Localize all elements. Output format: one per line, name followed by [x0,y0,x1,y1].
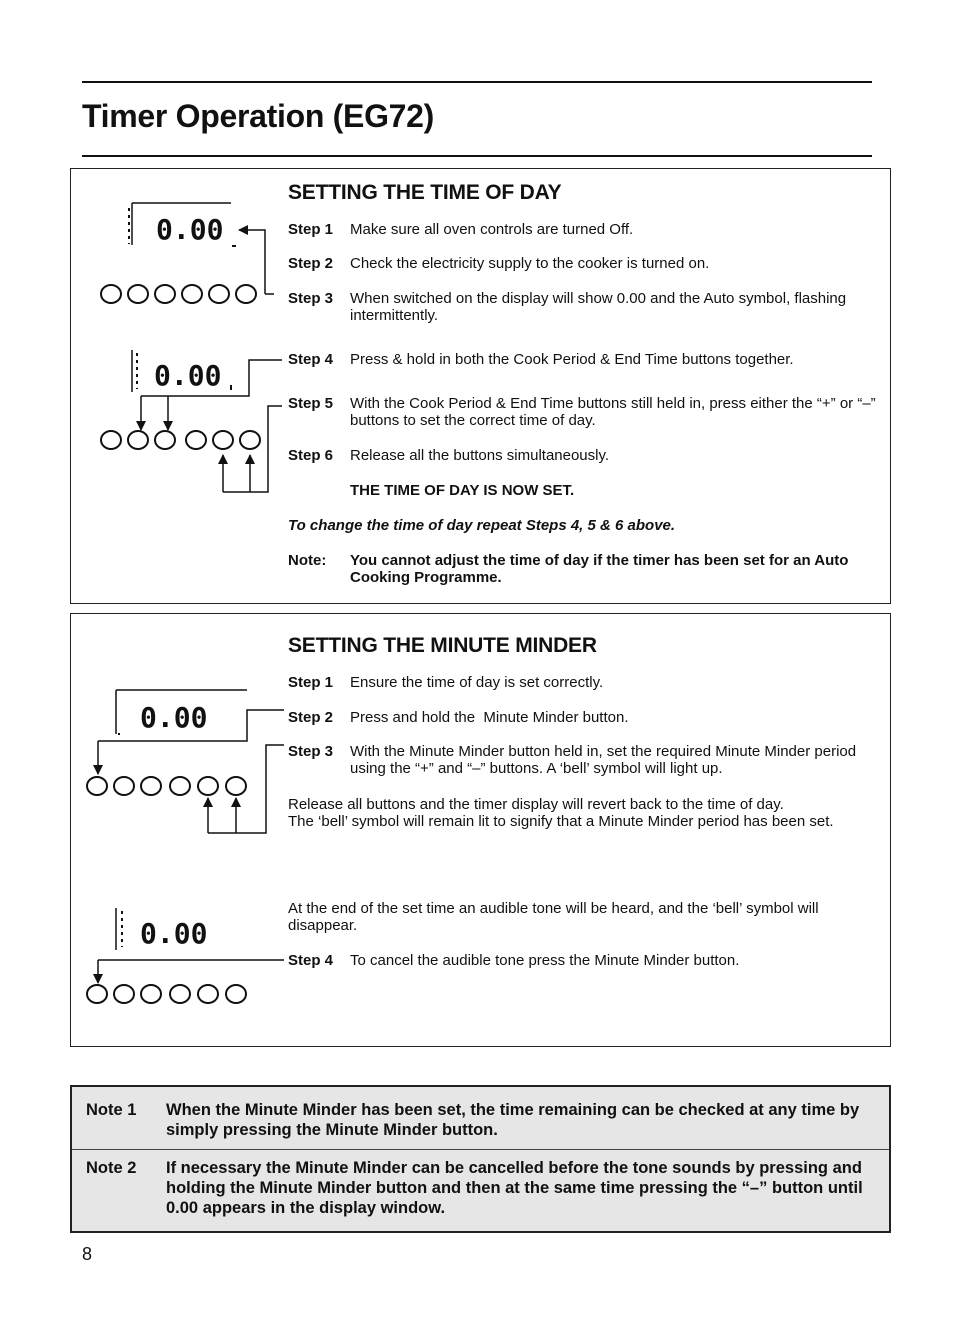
minute-minder-heading: SETTING THE MINUTE MINDER [288,634,597,657]
display-readout: 0.00 [140,917,208,950]
timer-buttons [101,431,260,449]
step-text: With the Minute Minder button held in, set the required Minute Minder period using the “+” and “–” buttons. A ‘bell’ symbol will light up. [350,743,857,777]
tod-note [288,552,883,586]
note-text: If necessary the Minute Minder can be cancelled before the tone sounds by pressing and holding the Minute Minder button and then at the same time pressing the “–” button until 0.00 appears in the display window. [166,1159,863,1217]
note-text: You cannot adjust the time of day if the timer has been set for an Auto Cooking Programme. [350,552,849,586]
tod-change-hint: To change the time of day repeat Steps 4, 5 & 6 above. [288,517,676,534]
step-label: Step 1 [288,674,334,691]
step-text: Release all the buttons simultaneously. [350,447,610,464]
timer-diagram-cancel-tone [82,903,287,1008]
step-text: Check the electricity supply to the cooker is turned on. [350,255,710,272]
mm-step-3 [288,743,883,777]
mm-bell-text: The ‘bell’ symbol will remain lit to signify that a Minute Minder period has been set. [288,813,834,830]
mm-end-text: At the end of the set time an audible tone will be heard, and the ‘bell’ symbol will disappear. [288,900,819,934]
timer-buttons [87,777,246,795]
step-label: Step 1 [288,221,334,238]
tod-step-6 [288,447,883,464]
tod-step-5 [288,395,883,429]
tod-step-4 [288,351,883,368]
step-label: Step 4 [288,351,334,368]
tod-step-1 [288,221,883,238]
time-of-day-heading: SETTING THE TIME OF DAY [288,181,562,204]
page-number: 8 [82,1244,93,1264]
timer-buttons [87,985,246,1003]
note-divider [72,1149,889,1150]
display-readout: 0.00 [154,359,222,392]
mm-release-text: Release all buttons and the timer display will revert back to the time of day. [288,796,784,813]
tod-confirmation: THE TIME OF DAY IS NOW SET. [350,482,575,499]
timer-buttons [101,285,256,303]
timer-diagram-set-time [96,345,286,495]
timer-diagram-auto-flash [96,198,276,313]
step-text: Ensure the time of day is set correctly. [350,674,604,691]
display-readout: 0.00 [156,213,224,246]
step-label: Step 5 [288,395,334,412]
step-text: Press and hold the Minute Minder button. [350,709,629,726]
tod-step-3 [288,290,883,324]
step-label: Step 3 [288,743,334,760]
top-rule [82,81,872,83]
step-label: Step 3 [288,290,334,307]
note-label: Note 2 [86,1159,137,1177]
timer-diagram-minute-minder [82,688,287,838]
note-label: Note 1 [86,1101,137,1119]
note-text: When the Minute Minder has been set, the time remaining can be checked at any time by simply pressing the Minute Minder button. [166,1101,860,1139]
step-text: When switched on the display will show 0.00 and the Auto symbol, flashing intermittently. [350,290,847,324]
notes-box [70,1085,891,1233]
mm-step-4 [288,952,883,969]
step-label: Step 6 [288,447,334,464]
display-readout: 0.00 [140,701,208,734]
tod-step-2 [288,255,883,272]
note-label: Note: [288,552,327,569]
mm-step-1 [288,674,883,691]
step-text: Make sure all oven controls are turned Off. [350,221,634,238]
step-label: Step 2 [288,709,334,726]
step-text: To cancel the audible tone press the Minute Minder button. [350,952,740,969]
step-text: With the Cook Period & End Time buttons still held in, press either the “+” or “–” buttons to set the correct time of day. [350,395,876,429]
step-label: Step 4 [288,952,334,969]
mm-step-2 [288,709,883,726]
step-label: Step 2 [288,255,334,272]
title-rule [82,155,872,157]
page-title: Timer Operation (EG72) [82,98,435,134]
step-text: Press & hold in both the Cook Period & End Time buttons together. [350,351,794,368]
